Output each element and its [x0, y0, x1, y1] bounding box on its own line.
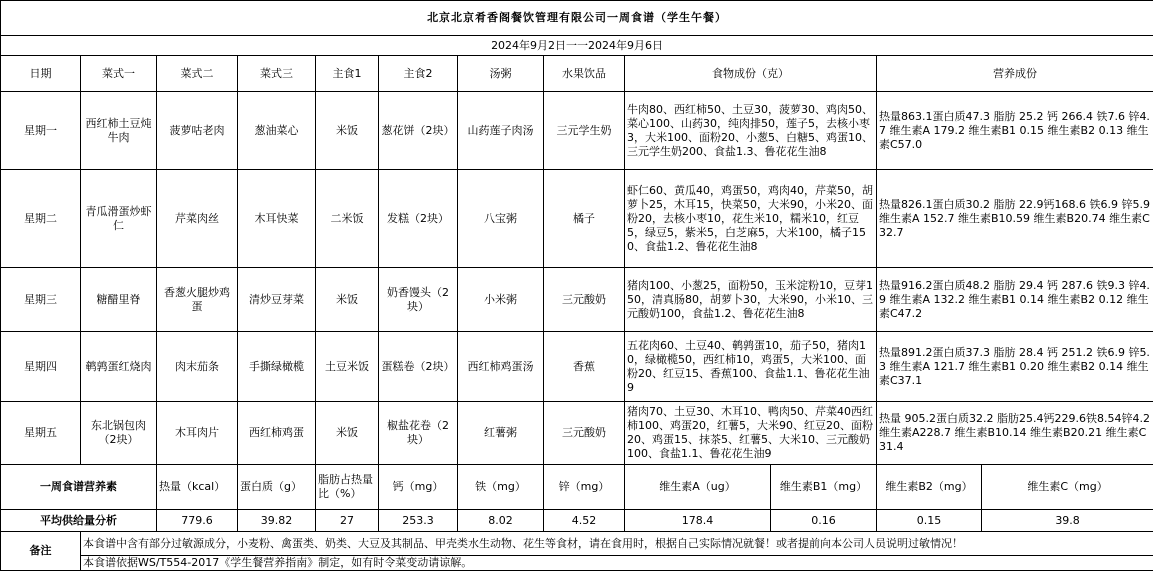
dish1-cell: 西红柿土豆炖牛肉	[81, 92, 157, 170]
fruit-cell: 橘子	[544, 170, 625, 268]
staple1-cell: 土豆米饭	[316, 332, 379, 402]
dish2-cell: 芹菜肉丝	[157, 170, 238, 268]
dish2-cell: 香葱火腿炒鸡蛋	[157, 268, 238, 332]
nutrition-cell: 热量891.2蛋白质37.3 脂肪 28.4 钙 251.2 铁6.9 锌5.3 维生素A 121.7 维生素B1 0.20 维生素B2 0.14 维生素C37.1	[877, 332, 1153, 402]
avg-calcium: 253.3	[379, 510, 458, 532]
table-row-friday	[1, 402, 1153, 465]
dish3-cell: 葱油菜心	[238, 92, 316, 170]
avg-protein: 39.82	[238, 510, 316, 532]
staple2-cell: 葱花饼（2块）	[379, 92, 458, 170]
table-row-monday	[1, 92, 1153, 170]
day-label: 星期一	[1, 92, 81, 170]
weekly-nutrient-row	[1, 465, 1153, 510]
guideline-note: 本食谱依据WS/T554-2017《学生餐营养指南》制定，如有时令菜变动请谅解。	[81, 556, 1153, 571]
staple2-cell: 椒盐花卷（2块）	[379, 402, 458, 465]
table-row-tuesday	[1, 170, 1153, 268]
notes-row	[1, 532, 1153, 556]
header-dish1: 菜式一	[81, 56, 157, 92]
dish3-cell: 手撕绿橄榄	[238, 332, 316, 402]
fruit-cell: 三元酸奶	[544, 402, 625, 465]
header-soup: 汤粥	[458, 56, 544, 92]
notes-row-2	[1, 556, 1153, 571]
nutrient-header-energy: 热量（kcal）	[157, 465, 238, 510]
soup-cell: 红薯粥	[458, 402, 544, 465]
dish1-cell: 东北锅包肉（2块）	[81, 402, 157, 465]
table-row-thursday	[1, 332, 1153, 402]
day-label: 星期二	[1, 170, 81, 268]
soup-cell: 山药莲子肉汤	[458, 92, 544, 170]
staple1-cell: 米饭	[316, 268, 379, 332]
average-supply-row	[1, 510, 1153, 532]
dish2-cell: 木耳肉片	[157, 402, 238, 465]
day-label: 星期四	[1, 332, 81, 402]
header-staple1: 主食1	[316, 56, 379, 92]
table-row-wednesday	[1, 268, 1153, 332]
ingredients-cell: 牛肉80、西红柿50、土豆30，菠萝30、鸡肉50、菜心100、山药30，纯肉排50，莲子5，去核小枣3，大米100、面粉20、小葱5、白糖5、鸡蛋10、三元学生奶200、食盐1.3、鲁花花生油8	[625, 92, 877, 170]
staple2-cell: 奶香馒头（2块）	[379, 268, 458, 332]
ingredients-cell: 猪肉70、土豆30、木耳10、鸭肉50、芹菜40西红柿100、鸡蛋20，红薯5，大米90、红豆20、面粉20、鸡蛋15、抹茶5、红薯5、大米10、三元酸奶100、食盐1.1、鲁花花生油9	[625, 402, 877, 465]
nutrient-header-protein: 蛋白质（g）	[238, 465, 316, 510]
dish2-cell: 肉末茄条	[157, 332, 238, 402]
avg-zinc: 4.52	[544, 510, 625, 532]
nutrient-header-calcium: 钙（mg）	[379, 465, 458, 510]
avg-vitamin-c: 39.8	[982, 510, 1153, 532]
nutrient-header-vitamin-c: 维生素C（mg）	[982, 465, 1153, 510]
header-ingredients: 食物成份（克）	[625, 56, 877, 92]
nutrition-cell: 热量826.1蛋白质30.2 脂肪 22.9钙168.6 铁6.9 锌5.9 维生素A 152.7 维生素B10.59 维生素B20.74 维生素C 32.7	[877, 170, 1153, 268]
ingredients-cell: 猪肉100、小葱25，面粉50，玉米淀粉10，豆芽150，清真肠80，胡萝卜30，大米90，小米10、三元酸奶100，食盐1.2、鲁花花生油8	[625, 268, 877, 332]
day-label: 星期五	[1, 402, 81, 465]
average-supply-label: 平均供给量分析	[1, 510, 157, 532]
dish1-cell: 糖醋里脊	[81, 268, 157, 332]
menu-title: 北京北京肴香阁餐饮管理有限公司一周食谱（学生午餐）	[1, 1, 1153, 36]
nutrition-cell: 热量863.1蛋白质47.3 脂肪 25.2 钙 266.4 铁7.6 锌4.7 维生素A 179.2 维生素B1 0.15 维生素B2 0.13 维生素C57.0	[877, 92, 1153, 170]
avg-vitamin-a: 178.4	[625, 510, 771, 532]
allergen-note: 本食谱中含有部分过敏源成分，小麦粉、禽蛋类、奶类、大豆及其制品、甲壳类水生动物、花生等食材，请在食用时，根据自己实际情况就餐！或者提前向本公司人员说明过敏情况！	[81, 532, 1153, 556]
header-staple2: 主食2	[379, 56, 458, 92]
nutrition-cell: 热量 905.2蛋白质32.2 脂肪25.4钙229.6铁8.54锌4.2 维生素A228.7 维生素B10.14 维生素B20.21 维生素C31.4	[877, 402, 1153, 465]
header-dish3: 菜式三	[238, 56, 316, 92]
avg-fat-ratio: 27	[316, 510, 379, 532]
staple1-cell: 米饭	[316, 92, 379, 170]
soup-cell: 小米粥	[458, 268, 544, 332]
avg-vitamin-b2: 0.15	[877, 510, 982, 532]
avg-vitamin-b1: 0.16	[771, 510, 877, 532]
nutrient-header-iron: 铁（mg）	[458, 465, 544, 510]
dish2-cell: 菠萝咕老肉	[157, 92, 238, 170]
soup-cell: 西红柿鸡蛋汤	[458, 332, 544, 402]
nutrient-header-vitamin-b1: 维生素B1（mg）	[771, 465, 877, 510]
dish1-cell: 青瓜滑蛋炒虾仁	[81, 170, 157, 268]
staple2-cell: 发糕（2块）	[379, 170, 458, 268]
ingredients-cell: 五花肉60、土豆40、鹌鹑蛋10，茄子50，猪肉10，绿橄榄50，西红柿10，鸡蛋5，大米100、面粉20、红豆15、香蕉100、食盐1.1、鲁花花生油9	[625, 332, 877, 402]
soup-cell: 八宝粥	[458, 170, 544, 268]
staple1-cell: 二米饭	[316, 170, 379, 268]
dish3-cell: 西红柿鸡蛋	[238, 402, 316, 465]
header-dish2: 菜式二	[157, 56, 238, 92]
nutrient-header-zinc: 锌（mg）	[544, 465, 625, 510]
date-range: 2024年9月2日一一2024年9月6日	[1, 36, 1153, 56]
fruit-cell: 三元学生奶	[544, 92, 625, 170]
nutrient-header-vitamin-b2: 维生素B2（mg）	[877, 465, 982, 510]
weekly-nutrient-label: 一周食谱营养素	[1, 465, 157, 510]
nutrient-header-fat-ratio: 脂肪占热量比（%）	[316, 465, 379, 510]
header-date: 日期	[1, 56, 81, 92]
nutrition-cell: 热量916.2蛋白质48.2 脂肪 29.4 钙 287.6 铁9.3 锌4.9 维生素A 132.2 维生素B1 0.14 维生素B2 0.12 维生素C47.2	[877, 268, 1153, 332]
ingredients-cell: 虾仁60、黄瓜40，鸡蛋50，鸡肉40，芹菜50，胡萝卜25，木耳15，快菜50，大米90，小米20、面粉20，去核小枣10，花生米10，糯米10，红豆5，绿豆5，紫米5，白芝麻5，大米100，橘子150、食盐1.2、鲁花花生油8	[625, 170, 877, 268]
staple2-cell: 蛋糕卷（2块）	[379, 332, 458, 402]
header-fruit: 水果饮品	[544, 56, 625, 92]
nutrient-header-vitamin-a: 维生素A（ug）	[625, 465, 771, 510]
avg-iron: 8.02	[458, 510, 544, 532]
header-nutrition: 营养成份	[877, 56, 1153, 92]
fruit-cell: 三元酸奶	[544, 268, 625, 332]
dish1-cell: 鹌鹑蛋红烧肉	[81, 332, 157, 402]
staple1-cell: 米饭	[316, 402, 379, 465]
day-label: 星期三	[1, 268, 81, 332]
notes-label: 备注	[1, 532, 81, 571]
dish3-cell: 木耳快菜	[238, 170, 316, 268]
fruit-cell: 香蕉	[544, 332, 625, 402]
dish3-cell: 清炒豆芽菜	[238, 268, 316, 332]
avg-energy: 779.6	[157, 510, 238, 532]
